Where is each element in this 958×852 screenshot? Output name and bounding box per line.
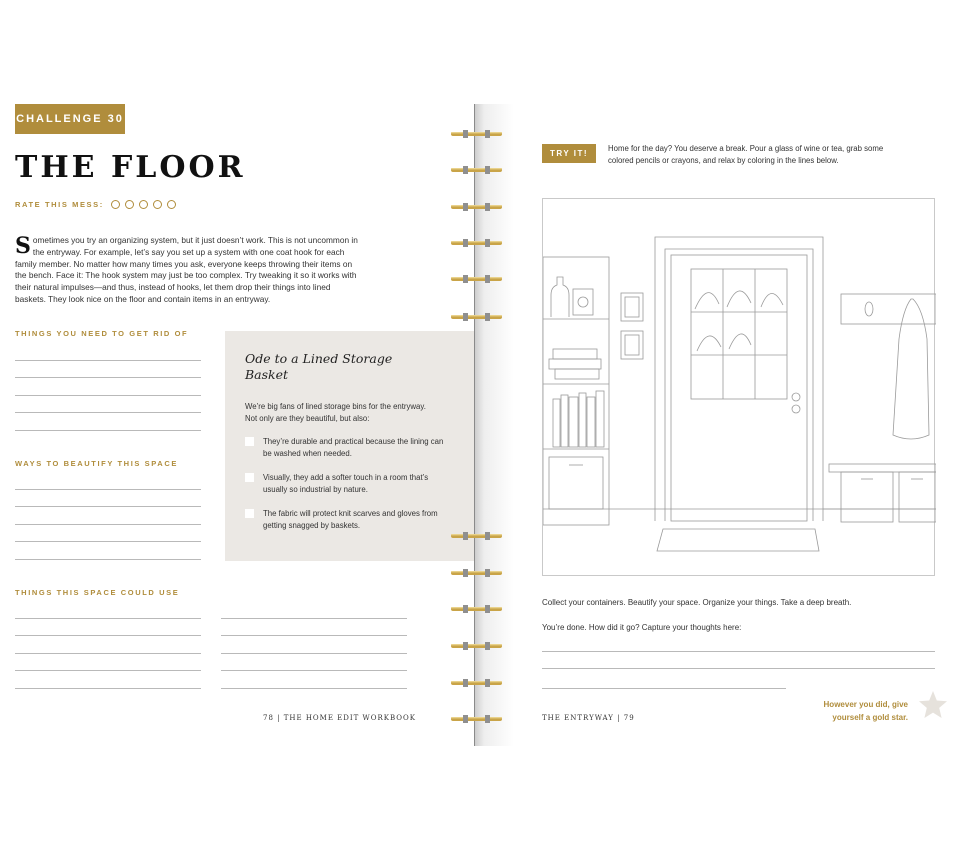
entryway-line-drawing [543, 199, 936, 577]
writing-line[interactable] [15, 542, 201, 560]
try-it-text: Home for the day? You deserve a break. Pour a glass of wine or tea, grab some colored pencils or crayons, and relax by coloring in the lines below. [608, 144, 884, 165]
page-footer-left: 78 | THE HOME EDIT WORKBOOK [263, 714, 416, 722]
challenge-badge: CHALLENGE 30 [15, 104, 125, 134]
rating-circle[interactable] [139, 200, 148, 209]
section-label-could-use: THINGS THIS SPACE COULD USE [15, 588, 180, 597]
drop-cap: S [15, 233, 31, 259]
left-page [0, 0, 478, 852]
sidebar-item [245, 436, 445, 459]
writing-lines-get-rid-of[interactable] [15, 343, 201, 431]
writing-line[interactable] [15, 636, 201, 654]
sidebar-item-text: They’re durable and practical because the lining can be washed when needed. [263, 437, 444, 458]
rating-circle[interactable] [111, 200, 120, 209]
sidebar-item-text: The fabric will protect knit scarves and gloves from getting snagged by baskets. [263, 509, 438, 530]
writing-line[interactable] [15, 396, 201, 414]
star-icon [918, 690, 948, 720]
rate-label: RATE THIS MESS: [15, 200, 104, 209]
checkbox[interactable] [245, 509, 254, 518]
checkbox[interactable] [245, 437, 254, 446]
checkbox[interactable] [245, 473, 254, 482]
right-page [478, 0, 958, 852]
page-title: THE FLOOR [15, 150, 246, 185]
rating-circle[interactable] [153, 200, 162, 209]
rating-circle[interactable] [125, 200, 134, 209]
coloring-illustration[interactable] [542, 198, 935, 576]
writing-lines-could-use-col2[interactable] [221, 601, 407, 689]
intro-text: ometimes you try an organizing system, but it just doesn’t work. This is not uncommon in the entryway. For example, let’s say you set up a system with one coat hook for each family member. No matter how many times you ask, everyone keeps throwing their items on the bench. Face it: The hook system may just be too complex. Try tweaking it so it works with their natural impulses—and thus, instead of hooks, let them drop their things into lined baskets. They look nice on the floor and contain items in an entryway. [15, 235, 358, 304]
writing-line[interactable] [15, 671, 201, 689]
sidebar-intro: We’re big fans of lined storage bins for the entryway. Not only are they beautiful, but also: [245, 402, 426, 423]
writing-line[interactable] [15, 507, 201, 525]
gold-star-text: However you did, give yourself a gold star. [823, 700, 908, 722]
writing-lines-could-use-col1[interactable] [15, 601, 201, 689]
writing-line[interactable] [15, 343, 201, 361]
writing-line[interactable] [221, 636, 407, 654]
try-it-badge: TRY IT! [542, 144, 596, 163]
writing-line[interactable] [15, 490, 201, 508]
collect-text: Collect your containers. Beautify your space. Organize your things. Take a deep breath. [542, 598, 852, 607]
writing-line[interactable] [221, 601, 407, 619]
writing-line[interactable] [542, 671, 786, 689]
writing-line[interactable] [15, 619, 201, 637]
writing-line[interactable] [15, 361, 201, 379]
writing-lines-thoughts-last[interactable] [542, 671, 786, 689]
page-footer-right: THE ENTRYWAY | 79 [542, 714, 635, 722]
writing-line[interactable] [221, 619, 407, 637]
writing-lines-thoughts[interactable] [542, 634, 935, 669]
sidebar-box [225, 331, 475, 561]
sidebar-item [245, 472, 445, 495]
writing-line[interactable] [15, 472, 201, 490]
writing-line[interactable] [15, 378, 201, 396]
rating-circle[interactable] [167, 200, 176, 209]
writing-line[interactable] [221, 654, 407, 672]
writing-line[interactable] [221, 671, 407, 689]
sidebar-title: Ode to a Lined Storage Basket [245, 351, 393, 382]
writing-line[interactable] [542, 634, 935, 652]
rate-this-mess [15, 200, 181, 209]
sidebar-item [245, 508, 445, 531]
done-text: You’re done. How did it go? Capture your thoughts here: [542, 623, 742, 632]
writing-line[interactable] [15, 601, 201, 619]
writing-line[interactable] [15, 413, 201, 431]
intro-paragraph [15, 235, 360, 306]
sidebar-item-text: Visually, they add a softer touch in a room that’s usually so industrial by nature. [263, 473, 429, 494]
section-label-get-rid-of: THINGS YOU NEED TO GET RID OF [15, 329, 189, 338]
writing-lines-beautify[interactable] [15, 472, 201, 560]
writing-line[interactable] [15, 525, 201, 543]
writing-line[interactable] [542, 652, 935, 670]
section-label-beautify: WAYS TO BEAUTIFY THIS SPACE [15, 459, 178, 468]
writing-line[interactable] [15, 654, 201, 672]
